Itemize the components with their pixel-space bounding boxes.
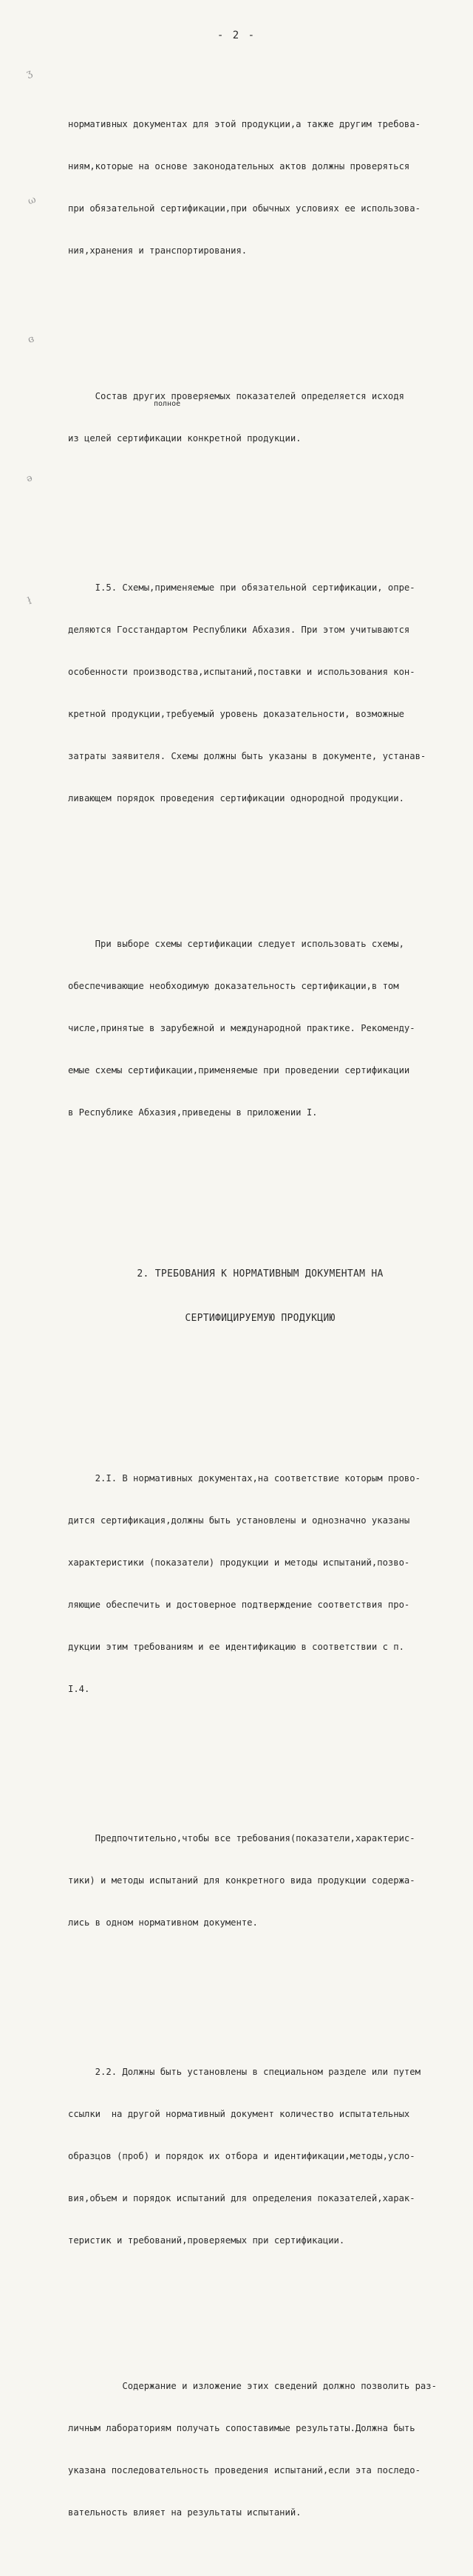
margin-mark: ɞ (26, 333, 36, 346)
text-line: тики) и методы испытаний для конкретного вида продукции содержа- (68, 1875, 415, 1886)
text-line: вательность влияет на результаты испытаний. (68, 2507, 302, 2518)
margin-mark: ǝ (24, 472, 35, 485)
heading-line: СЕРТИФИЦИРУЕМУЮ ПРОДУКЦИЮ (185, 1313, 336, 1324)
text-line: указана последовательность проведения испытаний,если эта последо- (68, 2465, 421, 2475)
text-line: особенности производства,испытаний,поставки и использования кон- (68, 667, 415, 677)
page-number: - 2 - (217, 30, 256, 41)
text-line: образцов (проб) и порядок их отбора и идентификации,методы,усло- (68, 2151, 415, 2161)
handwritten-insert: полное (154, 400, 181, 408)
text-line: обеспечивающие необходимую доказательность сертификации,в том (68, 981, 399, 991)
text-line: ссылки на другой нормативный документ количество испытательных (68, 2109, 410, 2119)
text-line: в Республике Абхазия,приведены в приложении I. (68, 1107, 318, 1118)
text-line: Содержание и изложение этих сведений должно позволить раз- (68, 2381, 437, 2391)
text-line: затраты заявителя. Схемы должны быть указаны в документе, устанав- (68, 751, 426, 761)
paragraph (68, 909, 452, 1148)
text-line: 2.I. В нормативных документах,на соответствие которым прово- (68, 1473, 421, 1484)
text-line: 2.2. Должны быть установлены в специальном разделе или путем (68, 2067, 421, 2077)
text-line: дится сертификация,должны быть установлены и однозначно указаны (68, 1515, 410, 1526)
text-line: ливающем порядок проведения сертификации однородной продукции. (68, 793, 404, 803)
paragraph (68, 89, 452, 286)
paragraph (68, 361, 452, 474)
margin-mark: ł (26, 595, 33, 608)
text-line: кретной продукции,требуемый уровень доказательности, возможные (68, 709, 404, 719)
document-body (68, 47, 452, 2576)
section-heading (68, 1237, 452, 1356)
text-line: ниям,которые на основе законодательных актов должны проверяться (68, 161, 410, 171)
text-line: ляющие обеспечить и достоверное подтверждение соответствия про- (68, 1600, 410, 1610)
text-line: лись в одном нормативном документе. (68, 1917, 258, 1928)
text-line: Предпочтительно,чтобы все требования(показатели,характерис- (68, 1833, 415, 1843)
heading-line: 2. ТРЕБОВАНИЯ К НОРМАТИВНЫМ ДОКУМЕНТАМ НА (137, 1268, 384, 1279)
text-line: Состав других проверяемых показателей определяется исходя (68, 391, 404, 401)
paragraph (68, 553, 452, 834)
text-line: I.4. (68, 1684, 90, 1694)
text-line: из целей сертификации конкретной продукции. (68, 433, 302, 444)
paragraph (68, 1444, 452, 1724)
text-line: деляются Госстандартом Республики Абхазия. При этом учитываются (68, 625, 410, 635)
text-line: При выборе схемы сертификации следует использовать схемы, (68, 939, 404, 949)
text-line: теристик и требований,проверяемых при сертификации. (68, 2235, 345, 2246)
paragraph (68, 2351, 452, 2548)
margin-mark: ω (26, 194, 38, 208)
text-line: при обязательной сертификации,при обычных условиях ее использова- (68, 203, 421, 214)
text-line: личным лабораториям получать сопоставимые результаты.Должна быть (68, 2423, 415, 2433)
text-line: вия,объем и порядок испытаний для определения показателей,харак- (68, 2193, 415, 2203)
text-line: характеристики (показатели) продукции и методы испытаний,позво- (68, 1557, 410, 1568)
text-line: ния,хранения и транспортирования. (68, 245, 248, 256)
margin-mark: ʒ (24, 67, 34, 80)
text-line: I.5. Схемы,применяемые при обязательной сертификации, опре- (68, 582, 415, 593)
text-line: дукции этим требованиям и ее идентификацию в соответствии с п. (68, 1642, 404, 1652)
paragraph (68, 1804, 452, 1958)
paragraph (68, 2037, 452, 2276)
text-line: числе,принятые в зарубежной и международной практике. Рекоменду- (68, 1023, 415, 1033)
text-line: нормативных документах для этой продукции,а также другим требова- (68, 119, 421, 129)
text-line: емые схемы сертификации,применяемые при проведении сертификации (68, 1065, 410, 1075)
